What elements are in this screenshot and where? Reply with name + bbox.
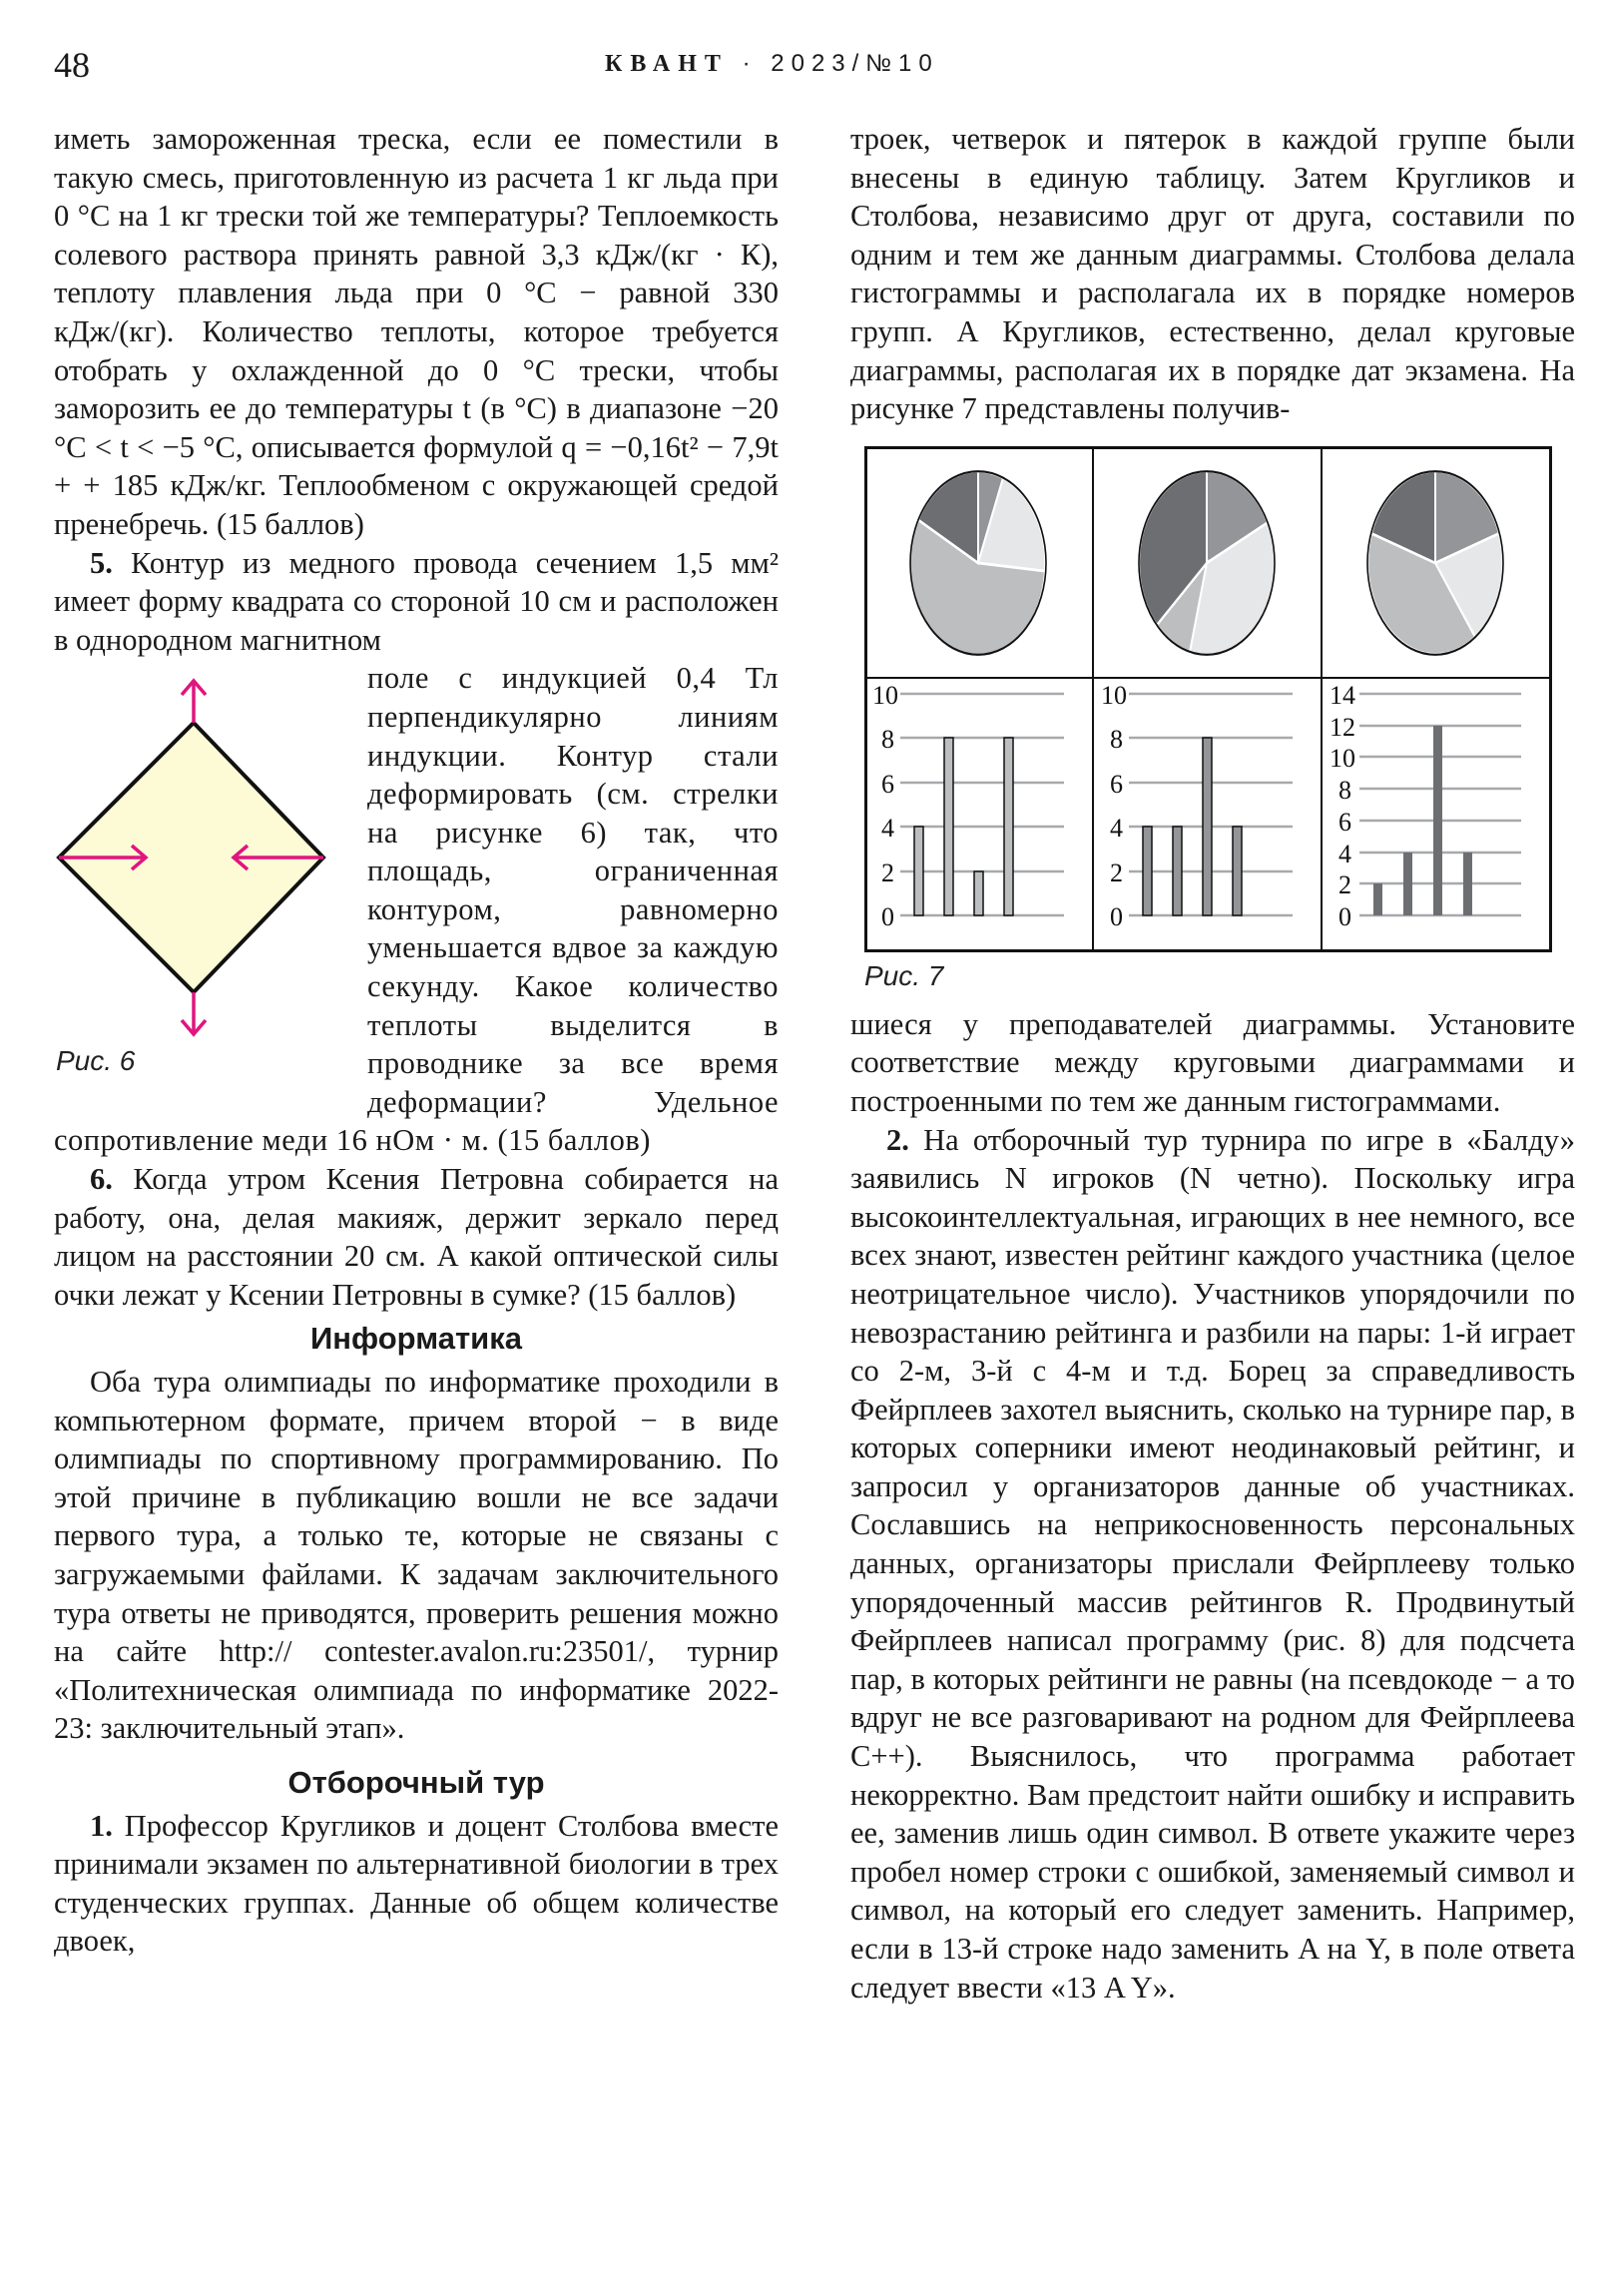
svg-text:10: 10 bbox=[1101, 680, 1127, 710]
problem-6: 6. Когда утром Ксения Петровна собирается на работу, она, делая макияж, держит зеркало перед лицом на расстоянии 20 см. А какой оптической силы очки лежат у Ксении Петровны в сумке? (15 баллов) bbox=[54, 1162, 779, 1312]
left-column bbox=[54, 120, 779, 1961]
figure-6 bbox=[54, 663, 353, 1092]
svg-text:8: 8 bbox=[1110, 724, 1123, 754]
svg-text:2: 2 bbox=[881, 858, 894, 887]
svg-text:8: 8 bbox=[881, 724, 894, 754]
svg-text:14: 14 bbox=[1330, 680, 1355, 710]
svg-text:2: 2 bbox=[1338, 869, 1351, 899]
pie-chart-1 bbox=[909, 471, 1046, 657]
problem-4-continuation: иметь замороженная треска, если ее поместили в такую смесь, приготовленную из расчета 1 кг льда при 0 °С на 1 кг трески той же температуры? Теплоемкость солевого раствора принять равной 3,3 кДж/(кг · К), теплоту плавления льда при 0 °С − равной 330 кДж/(кг). Количество теплоты, которое требуется отобрать у охлажденной до 0 °С трески, чтобы заморозить ее до температуры t (в °С) в диапазоне −20 °С < t < −5 °С, описывается формулой q = −0,16t² − 7,9t + + 185 кДж/кг. Теплообменом с окружающей средой пренебречь. (15 баллов) bbox=[54, 122, 779, 541]
task-1-continuation: троек, четверок и пятерок в каждой группе были внесены в единую таблицу. Затем Кругликов и Столбова, независимо друг от друга, составили по одним и тем же данным диаграммы. Столбова делала гистограммы и располагала их в порядке номеров групп. А Кругликов, естественно, делал круговые диаграммы, располагая их в порядке дат экзамена. На рисунке 7 представлены получив- bbox=[850, 122, 1575, 426]
svg-text:0: 0 bbox=[1338, 901, 1351, 931]
svg-text:10: 10 bbox=[1330, 743, 1355, 773]
issue-number: 2023/№10 bbox=[771, 50, 939, 77]
svg-text:4: 4 bbox=[1338, 839, 1351, 868]
svg-text:0: 0 bbox=[881, 901, 894, 931]
figure-7 bbox=[864, 446, 1563, 1005]
svg-text:4: 4 bbox=[1110, 813, 1123, 843]
page-header bbox=[0, 44, 1597, 84]
task-number: 1. bbox=[90, 1808, 113, 1843]
right-column bbox=[850, 120, 1575, 2007]
arrow-up-icon bbox=[182, 681, 206, 723]
svg-text:6: 6 bbox=[1110, 769, 1123, 799]
informatics-intro: Оба тура олимпиады по информатике проходили в компьютерном формате, причем второй − в виде олимпиады по спортивному программированию. По этой причине в публикацию вошли не все задачи первого тура, а только те, которые не связаны с загружаемыми файлами. К задачам заключительного тура ответы не приводятся, проверить решения можно на сайте http:// contester.avalon.ru:23501/, турнир «Политехническая олимпиада по информатике 2022-23: заключительный этап». bbox=[54, 1365, 779, 1746]
header-separator: · bbox=[742, 50, 758, 77]
svg-text:4: 4 bbox=[881, 813, 894, 843]
journal-title bbox=[605, 50, 939, 78]
pie-and-bar-charts bbox=[864, 446, 1563, 965]
arrow-down-icon bbox=[182, 992, 206, 1034]
figure-7-caption: Рис. 7 bbox=[864, 959, 944, 991]
task-number: 2. bbox=[886, 1122, 909, 1157]
figure-6-caption: Рис. 6 bbox=[56, 1045, 136, 1077]
svg-text:6: 6 bbox=[1338, 807, 1351, 837]
task-1-start: 1. Профессор Кругликов и доцент Столбова вместе принимали экзамен по альтернативной биологии в трех студенческих группах. Данные об общем количестве двоек, bbox=[54, 1808, 779, 1959]
task-1-question: шиеся у преподавателей диаграммы. Установите соответствие между круговыми диаграммами и построенными по тем же данным гистограммами. bbox=[850, 1006, 1575, 1118]
svg-text:6: 6 bbox=[881, 769, 894, 799]
problem-number: 6. bbox=[90, 1162, 113, 1197]
task-2: 2. На отборочный тур турнира по игре в «Балду» заявились N игроков (N четно). Поскольку игра высокоинтеллектуальная, играющих в нее немного, все всех знают, известен рейтинг каждого участника (целое неотрицательное число). Участников упорядочили по невозрастанию рейтинга и разбили на пары: 1-й играет со 2-м, 3-й с 4-м и т.д. Борец за справедливость Фейрплеев захотел выяснить, сколько на турнире пар, в которых соперники имеют неодинаковый рейтинг, и запросил у организаторов данные об участниках. Сославшись на неприкосновенность персональных данных, организаторы прислали Фейрплееву только упорядоченный массив рейтингов R. Продвинутый Фейрплеев написал программу (рис. 8) для подсчета пар, в которых рейтинги не равны (на псевдокоде − а то вдруг не все разговаривают на родном для Фейрплеева C++). Выяснилось, что программа работает некорректно. Вам предстоит найти ошибку и исправить ее, заменив лишь один символ. В ответе укажите через пробел номер строки с ошибкой, заменяемый символ и символ, на который его следует заменить. Например, если в 13-й строке надо заменить A на Y, в поле ответа следует ввести «13 A Y». bbox=[850, 1122, 1575, 2005]
section-heading-informatics: Информатика bbox=[310, 1321, 522, 1357]
journal-name: КВАНТ bbox=[605, 51, 729, 77]
svg-text:2: 2 bbox=[1110, 858, 1123, 887]
svg-text:10: 10 bbox=[872, 680, 898, 710]
svg-text:8: 8 bbox=[1338, 775, 1351, 805]
problem-5-body: поле с индукцией 0,4 Тл перпендикулярно линиям индукции. Контур стали деформировать (см. стрелки на рисунке 6) так, что площадь, ограниченная контуром, равномерно уменьшается вдвое за каждую секунду. Какое количество теплоты выделится в проводнике за все время деформации? Удельное сопротивление меди 16 нОм · м. (15 баллов) bbox=[54, 661, 779, 1158]
problem-5-intro: 5. Контур из медного провода сечением 1,5 мм² имеет форму квадрата со стороной 10 см и расположен в однородном магнитном bbox=[54, 545, 779, 657]
deforming-square-diagram bbox=[54, 663, 353, 1092]
subsection-heading-qualifying-round: Отборочный тур bbox=[287, 1764, 545, 1800]
problem-number: 5. bbox=[90, 545, 113, 580]
svg-text:0: 0 bbox=[1110, 901, 1123, 931]
svg-text:12: 12 bbox=[1330, 712, 1355, 742]
page-number: 48 bbox=[54, 45, 90, 85]
pie-chart-2 bbox=[1139, 471, 1275, 655]
pie-chart-3 bbox=[1367, 471, 1503, 655]
